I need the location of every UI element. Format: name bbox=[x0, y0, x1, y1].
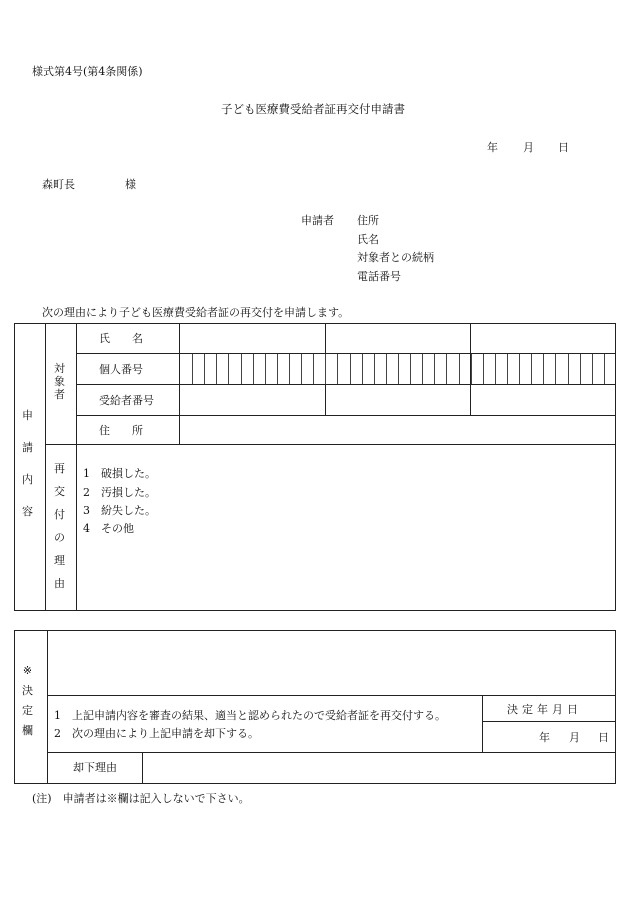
decision-date-year: 年 bbox=[539, 731, 550, 744]
reason-option-soiled: 2 汚損した。 bbox=[83, 486, 156, 499]
row-label-name: 氏 名 bbox=[99, 332, 143, 345]
addressee-honorific: 様 bbox=[125, 178, 136, 191]
digit-box-divider bbox=[543, 354, 544, 384]
subject-label-char: 者 bbox=[54, 388, 65, 401]
digit-box-divider bbox=[386, 354, 387, 384]
decision-option-reject: 2 次の理由により上記申請を却下する。 bbox=[54, 727, 259, 740]
decision-date-day: 日 bbox=[598, 731, 609, 744]
subject-label-char: 象 bbox=[54, 375, 65, 388]
date-month-label: 月 bbox=[523, 141, 534, 154]
digit-box-divider bbox=[204, 354, 205, 384]
digit-box-divider bbox=[228, 354, 229, 384]
decision-label-char: 決 bbox=[22, 684, 33, 697]
digit-box-divider bbox=[350, 354, 351, 384]
reason-option-other: 4 その他 bbox=[83, 522, 134, 535]
date-year-label: 年 bbox=[487, 141, 498, 154]
addressee-name: 森町長 bbox=[42, 178, 75, 191]
row-label-individual-number: 個人番号 bbox=[99, 363, 143, 376]
reason-label-char: 由 bbox=[54, 577, 65, 590]
decision-section-label bbox=[22, 665, 33, 736]
subject-label-char: 対 bbox=[54, 362, 65, 375]
applicant-phone-label: 電話番号 bbox=[357, 270, 401, 283]
digit-box-divider bbox=[277, 354, 278, 384]
decision-date-label: 決定年月日 bbox=[507, 703, 582, 716]
digit-box-divider bbox=[337, 354, 338, 384]
digit-box-divider bbox=[374, 354, 375, 384]
digit-box-divider bbox=[289, 354, 290, 384]
digit-box-divider bbox=[313, 354, 314, 384]
row-label-address: 住 所 bbox=[99, 424, 143, 437]
digit-box-divider bbox=[410, 354, 411, 384]
row-label-recipient-number: 受給者番号 bbox=[99, 394, 154, 407]
subject-label bbox=[54, 363, 65, 400]
digit-box-divider bbox=[604, 354, 605, 384]
applicant-address-label: 住所 bbox=[357, 214, 379, 227]
digit-box-divider bbox=[216, 354, 217, 384]
footnote: (注) 申請者は※欄は記入しないで下さい。 bbox=[32, 792, 250, 805]
digit-box-divider bbox=[507, 354, 508, 384]
section-label-char: 申 bbox=[22, 409, 33, 422]
section-label-char: 容 bbox=[22, 505, 33, 518]
decision-label-char: 定 bbox=[22, 704, 33, 717]
decision-label-char: 欄 bbox=[22, 724, 33, 737]
digit-box-divider bbox=[301, 354, 302, 384]
applicant-name-label: 氏名 bbox=[357, 233, 379, 246]
digit-box-divider bbox=[555, 354, 556, 384]
digit-box-divider bbox=[422, 354, 423, 384]
reason-label-char: の bbox=[54, 531, 65, 544]
page-title: 子ども医療費受給者証再交付申請書 bbox=[221, 102, 405, 116]
digit-box-divider bbox=[483, 354, 484, 384]
digit-box-divider bbox=[459, 354, 460, 384]
digit-box-divider bbox=[531, 354, 532, 384]
digit-box-divider bbox=[434, 354, 435, 384]
reason-option-damaged: 1 破損した。 bbox=[83, 467, 156, 480]
decision-option-reissue: 1 上記申請内容を審査の結果、適当と認められたので受給者証を再交付する。 bbox=[54, 709, 446, 722]
digit-box-divider bbox=[568, 354, 569, 384]
digit-box-divider bbox=[362, 354, 363, 384]
reason-label-char: 交 bbox=[54, 485, 65, 498]
reason-label bbox=[54, 463, 65, 589]
digit-box-divider bbox=[265, 354, 266, 384]
form-number: 様式第4号(第4条関係) bbox=[32, 65, 143, 78]
digit-box-divider bbox=[471, 354, 472, 384]
digit-box-divider bbox=[446, 354, 447, 384]
section-label-char: 請 bbox=[22, 441, 33, 454]
digit-box-divider bbox=[519, 354, 520, 384]
digit-box-divider bbox=[325, 354, 326, 384]
digit-box-divider bbox=[580, 354, 581, 384]
digit-box-divider bbox=[241, 354, 242, 384]
date-day-label: 日 bbox=[558, 141, 569, 154]
applicant-label: 申請者 bbox=[301, 214, 334, 227]
rejection-reason-label: 却下理由 bbox=[73, 761, 117, 774]
digit-box-divider bbox=[592, 354, 593, 384]
reason-label-char: 理 bbox=[54, 554, 65, 567]
reason-option-lost: 3 紛失した。 bbox=[83, 504, 156, 517]
decision-label-char: ※ bbox=[22, 664, 33, 677]
decision-date-month: 月 bbox=[569, 731, 580, 744]
digit-box-divider bbox=[495, 354, 496, 384]
digit-box-divider bbox=[398, 354, 399, 384]
application-section-label bbox=[22, 410, 33, 517]
intro-text: 次の理由により子ども医療費受給者証の再交付を申請します。 bbox=[42, 306, 350, 319]
section-label-char: 内 bbox=[22, 473, 33, 486]
digit-box-divider bbox=[192, 354, 193, 384]
reason-label-char: 再 bbox=[54, 462, 65, 475]
digit-box-divider bbox=[253, 354, 254, 384]
reason-label-char: 付 bbox=[54, 508, 65, 521]
applicant-relation-label: 対象者との続柄 bbox=[357, 251, 434, 264]
